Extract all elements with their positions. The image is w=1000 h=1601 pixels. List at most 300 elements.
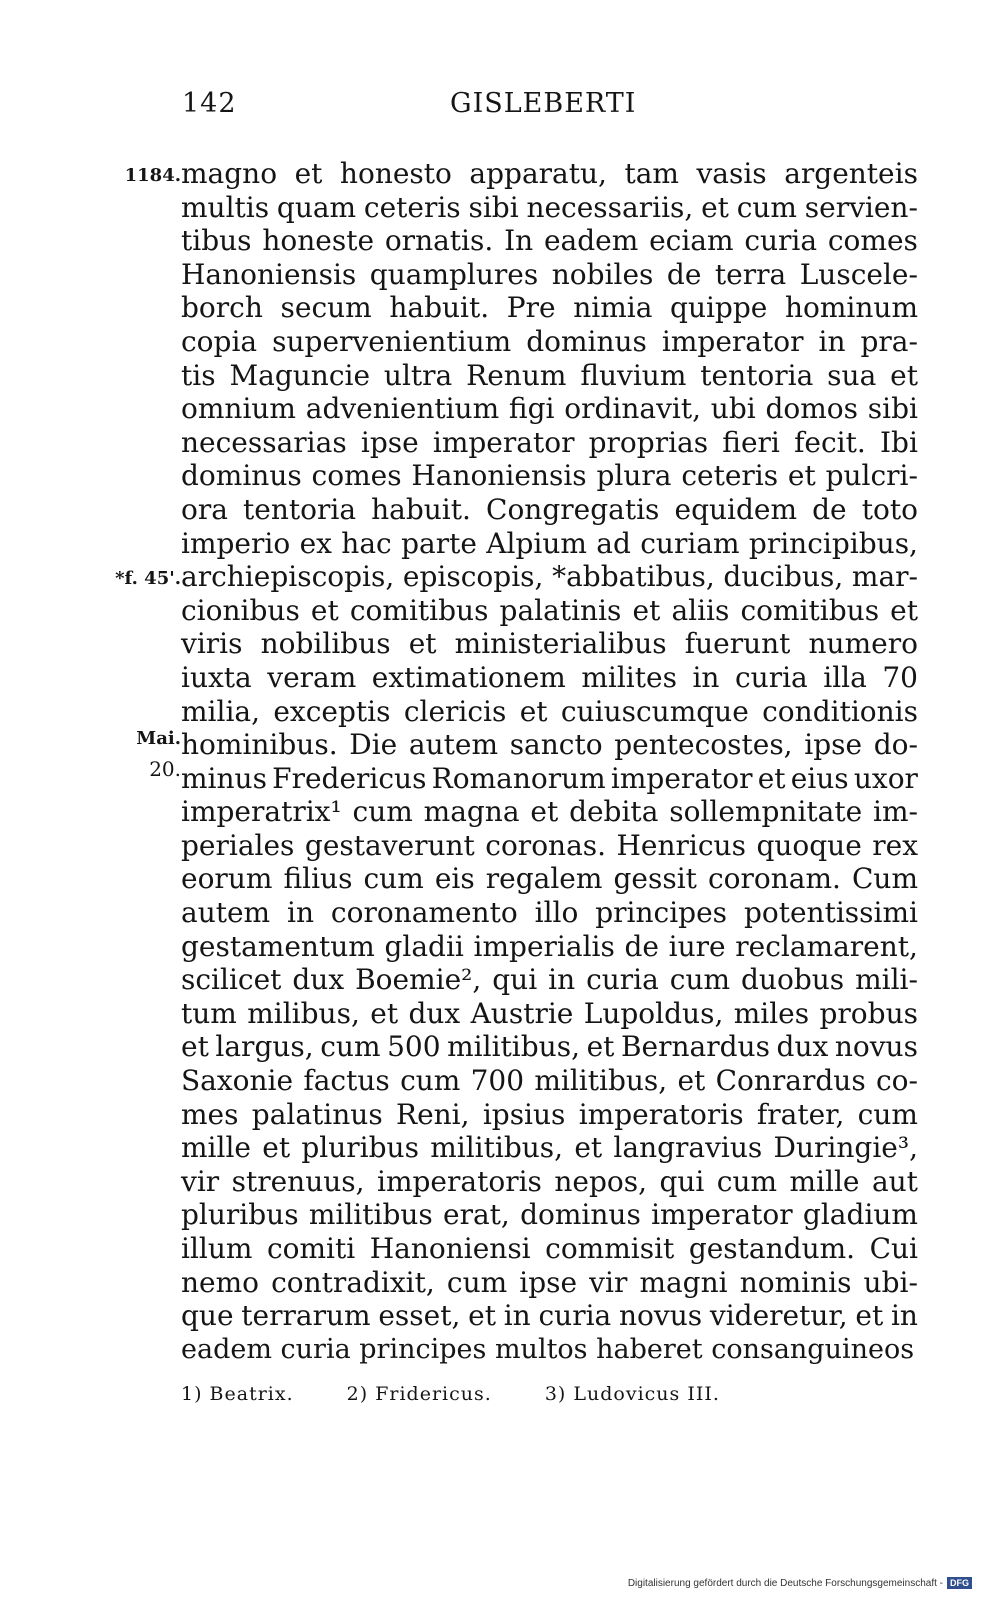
word: eciam — [649, 224, 734, 258]
word: nobiles — [551, 257, 654, 291]
word: secum — [280, 291, 372, 325]
word: Hanoniensis — [411, 459, 587, 493]
credit-text: Digitalisierung gefördert durch die Deutsche Forschungsgemeinschaft - — [627, 1577, 943, 1589]
text-line — [181, 1064, 918, 1098]
word: conditionis — [762, 694, 918, 728]
word: terra — [714, 257, 787, 291]
word: comes — [311, 459, 402, 493]
running-head: GISLEBERTI — [450, 88, 637, 119]
text-line — [181, 930, 918, 964]
word: extimationem — [371, 660, 566, 694]
word: numero — [808, 627, 918, 661]
text-line — [181, 1232, 918, 1266]
word: et — [181, 1030, 209, 1064]
word: in — [548, 963, 576, 997]
word: Pre — [506, 291, 556, 325]
word: dominus — [181, 459, 302, 493]
word: eadem — [181, 1333, 281, 1365]
text-line — [181, 1030, 918, 1064]
word: pentecostes, — [614, 728, 793, 762]
text-line — [181, 459, 918, 493]
word: imperatoris — [578, 1097, 744, 1131]
text-line — [181, 1333, 918, 1367]
word: aut — [871, 1164, 918, 1198]
word: ubi- — [863, 1265, 918, 1299]
word: necessariis, — [526, 190, 694, 224]
word: hominibus. — [181, 728, 338, 762]
word: et — [574, 1131, 603, 1165]
word: terrarum — [241, 1299, 371, 1333]
word: gladium — [802, 1198, 918, 1232]
word: et — [519, 694, 548, 728]
word: gestamentum — [181, 929, 375, 963]
word: borch — [181, 291, 263, 325]
word: tentoria — [243, 492, 357, 526]
word: tentoria — [700, 358, 814, 392]
word: hac — [341, 526, 392, 560]
word: miles — [733, 996, 810, 1030]
word: cum — [716, 1164, 778, 1198]
text-line — [181, 359, 918, 393]
word: curiam — [640, 526, 740, 560]
word: de — [666, 257, 702, 291]
word: et — [890, 358, 918, 392]
word: militibus — [308, 1198, 433, 1232]
word: et — [408, 627, 437, 661]
word: imperio — [181, 526, 291, 560]
digitization-credit — [628, 1577, 972, 1589]
word: cum — [352, 795, 413, 829]
word: Cui — [869, 1232, 918, 1265]
text-line — [181, 896, 918, 930]
text-line — [181, 157, 918, 191]
word: Bernardus — [620, 1030, 770, 1064]
word: imperator — [661, 324, 804, 358]
margin-year: 1184. — [124, 165, 181, 186]
word: in — [890, 1299, 918, 1333]
text-line — [181, 1198, 918, 1232]
word: Austrie — [470, 996, 574, 1030]
word: Duringie³, — [773, 1131, 918, 1165]
word: fluvium — [580, 358, 687, 392]
word: habuit. — [371, 492, 471, 526]
word: exceptis — [273, 694, 391, 728]
word: illum — [181, 1232, 253, 1265]
word: iuxta — [181, 660, 252, 694]
word: commisit — [545, 1232, 675, 1265]
word: gessit — [613, 862, 697, 896]
text-line — [181, 426, 918, 460]
word: ora — [181, 492, 228, 526]
word: gladii — [384, 929, 464, 963]
word: gestandum. — [688, 1232, 856, 1265]
word: et — [890, 593, 918, 627]
margin-folio: *f. 45'. — [115, 568, 181, 589]
word: mille — [181, 1131, 251, 1165]
word: dux — [292, 963, 345, 997]
word: multis — [181, 190, 270, 224]
text-line — [181, 258, 918, 292]
word: in — [503, 1299, 531, 1333]
word: autem — [181, 896, 271, 930]
word: Romanorum — [431, 761, 606, 795]
text-line — [181, 191, 918, 225]
word: contradixit, — [271, 1265, 435, 1299]
word: parte — [401, 526, 477, 560]
word: militibus, — [534, 1064, 668, 1098]
text-line — [181, 661, 918, 695]
word: pluribus — [181, 1198, 299, 1232]
word: Henricus — [616, 828, 746, 862]
word: ducibus, — [723, 560, 844, 594]
footnote-3: 3) Ludovicus III. — [544, 1383, 720, 1405]
word: coronas. — [485, 828, 607, 862]
word: ex — [299, 526, 332, 560]
word: cum — [736, 190, 797, 224]
word: frater, — [756, 1097, 845, 1131]
word: fuerunt — [684, 627, 791, 661]
word: et — [677, 1064, 706, 1098]
word: cuiuscumque — [560, 694, 749, 728]
word: Saxonie — [181, 1064, 294, 1098]
word: reclamarent, — [735, 929, 918, 963]
word: et — [262, 1131, 291, 1165]
word: ubi — [710, 392, 756, 426]
word: milia, — [181, 694, 261, 728]
word: esset, — [378, 1299, 461, 1333]
word: filius — [283, 862, 353, 896]
word: comiti — [266, 1232, 356, 1265]
word: autem — [408, 728, 499, 762]
text-line — [181, 392, 918, 426]
word: vir — [589, 1265, 628, 1299]
word: potentissimi — [743, 896, 918, 930]
word: magno — [181, 157, 278, 190]
word: Maguncie — [229, 358, 371, 392]
word: principibus, — [748, 526, 918, 560]
word: coronamento — [330, 896, 518, 930]
word: de — [812, 492, 847, 526]
word: curia — [586, 963, 659, 997]
word: clericis — [403, 694, 507, 728]
word: nimia — [573, 291, 653, 325]
dfg-logo: DFG — [947, 1577, 972, 1589]
word: nemo — [181, 1265, 260, 1299]
text-line — [181, 1131, 918, 1165]
word: Ibi — [879, 425, 918, 459]
word: militibus, — [430, 1131, 564, 1165]
word: magna — [423, 795, 520, 829]
word: ipse — [360, 425, 419, 459]
word: qui — [659, 1164, 705, 1198]
word: gestaverunt — [304, 828, 475, 862]
word: illa — [823, 660, 867, 694]
word: cionibus — [181, 593, 300, 627]
word: mes — [181, 1097, 239, 1131]
footnotes — [181, 1383, 766, 1405]
word: veram — [267, 660, 357, 694]
word: cum — [446, 1265, 508, 1299]
word: sua — [827, 358, 877, 392]
word: ad — [596, 526, 631, 560]
word: honesto — [339, 157, 452, 190]
word: debita — [569, 795, 659, 829]
word: pluribus — [301, 1131, 419, 1165]
word: ordinavit, — [564, 392, 702, 426]
word: et — [468, 1299, 496, 1333]
word: quam — [276, 190, 357, 224]
word: dominus — [526, 324, 647, 358]
word: palatinus — [251, 1097, 383, 1131]
word: figi — [508, 392, 555, 426]
word: et — [294, 157, 323, 190]
word: ceteris — [363, 190, 461, 224]
word: imperator — [610, 761, 753, 795]
word: argenteis — [784, 157, 918, 190]
text-line — [181, 1165, 918, 1199]
text-line — [181, 224, 918, 258]
word: cum — [857, 1097, 918, 1131]
word: quamplures — [369, 257, 539, 291]
word: Fredericus — [272, 761, 427, 795]
word: periales — [181, 828, 295, 862]
word: mille — [789, 1164, 860, 1198]
word: curia — [538, 1299, 612, 1333]
word: Boemie², — [355, 963, 482, 997]
word: co- — [875, 1064, 918, 1098]
word: ornatis. — [384, 224, 494, 258]
word: nominis — [739, 1265, 852, 1299]
word: archiepiscopis, — [181, 560, 395, 594]
word: imperialis — [473, 929, 615, 963]
word: qui — [492, 963, 538, 997]
margin-date-month: Mai. — [136, 728, 181, 749]
word: eius — [790, 761, 849, 795]
word: Lupoldus, — [583, 996, 724, 1030]
word: et — [310, 593, 339, 627]
word: quoque — [756, 828, 862, 862]
footnote-2: 2) Fridericus. — [346, 1383, 492, 1405]
word: iure — [668, 929, 726, 963]
word: largus, — [215, 1030, 314, 1064]
word: Cum — [851, 862, 918, 896]
word: ipse — [519, 1265, 578, 1299]
word: novus — [619, 1299, 703, 1333]
word: in — [818, 324, 846, 358]
word: habuit. — [389, 291, 490, 325]
word: dux — [776, 1030, 829, 1064]
word: langravius — [613, 1131, 763, 1165]
footnote-1: 1) Beatrix. — [181, 1383, 294, 1405]
word: erat, — [443, 1198, 510, 1232]
word: et — [757, 761, 786, 795]
text-line — [181, 1098, 918, 1132]
word: rex — [872, 828, 918, 862]
word: advenientium — [305, 392, 500, 426]
word: dux — [408, 996, 461, 1030]
text-line — [181, 862, 918, 896]
word: honeste — [262, 224, 375, 258]
word: proprias — [588, 425, 709, 459]
word: que — [181, 1299, 234, 1333]
text-line — [181, 997, 918, 1031]
word: et — [787, 459, 816, 493]
word: Luscele- — [799, 257, 918, 291]
word: vasis — [696, 157, 767, 190]
word: eorum — [181, 862, 273, 896]
word: imperatoris — [377, 1164, 542, 1198]
word: omnium — [181, 392, 296, 426]
word: viris — [181, 627, 243, 661]
word: toto — [861, 492, 918, 526]
word: mar- — [851, 560, 918, 594]
word: probus — [819, 996, 918, 1030]
text-line — [181, 594, 918, 628]
word: 700 — [470, 1064, 525, 1098]
word: dominus — [520, 1198, 641, 1232]
word: de — [624, 929, 659, 963]
word: eadem — [543, 224, 639, 258]
page-number: 142 — [182, 88, 237, 119]
text-line — [181, 728, 918, 762]
word: et — [530, 795, 559, 829]
text-line — [181, 829, 918, 863]
word: multos — [494, 1333, 597, 1365]
word: Alpium — [486, 526, 587, 560]
word: im- — [873, 795, 918, 829]
word: quippe — [670, 291, 768, 325]
word: vir — [181, 1164, 220, 1198]
text-line — [181, 627, 918, 661]
word: imperator — [651, 1198, 793, 1232]
word: plura — [596, 459, 672, 493]
text-line — [181, 527, 918, 561]
word: eis — [434, 862, 475, 896]
word: cum — [320, 1030, 381, 1064]
word: scilicet — [181, 963, 282, 997]
word: regalem — [485, 862, 603, 896]
word: illo — [534, 896, 579, 930]
text-line — [181, 291, 918, 325]
text-line — [181, 325, 918, 359]
word: domos — [765, 392, 859, 426]
word: do- — [873, 728, 918, 762]
word: ceteris — [681, 459, 779, 493]
word: imperator — [432, 425, 575, 459]
word: fieri — [722, 425, 780, 459]
word: principes — [359, 1333, 495, 1365]
word: ultra — [383, 358, 453, 392]
word: cum — [669, 963, 731, 997]
word: et — [701, 190, 729, 224]
text-line — [181, 963, 918, 997]
word: tibus — [181, 224, 252, 258]
word: In — [504, 224, 534, 258]
word: et — [586, 1030, 615, 1064]
word: Hanoniensis — [181, 257, 357, 291]
word: magni — [639, 1265, 728, 1299]
word: et — [632, 593, 661, 627]
word: ministerialibus — [454, 627, 667, 661]
word: curia — [280, 1333, 360, 1365]
word: aliis — [671, 593, 730, 627]
word: ipse — [804, 728, 863, 762]
word: comitibus — [740, 593, 880, 627]
word: minus — [181, 761, 267, 795]
word: milites — [581, 660, 677, 694]
word: tis — [181, 358, 216, 392]
word: Renum — [466, 358, 567, 392]
word: principes — [595, 896, 728, 930]
word: factus — [303, 1064, 390, 1098]
word: Reni, — [395, 1097, 470, 1131]
text-line — [181, 762, 918, 796]
text-line — [181, 1299, 918, 1333]
word: Conrardus — [715, 1064, 866, 1098]
word: coronam. — [707, 862, 841, 896]
word: consanguineos — [711, 1333, 915, 1365]
word: fecit. — [794, 425, 866, 459]
body-text — [181, 157, 918, 1366]
word: comitibus — [349, 593, 489, 627]
text-line — [181, 695, 918, 729]
word: nobilibus — [260, 627, 391, 661]
word: et — [370, 996, 399, 1030]
text-line — [181, 493, 918, 527]
word: mili- — [855, 963, 918, 997]
word: cum — [400, 1064, 461, 1098]
word: palatinis — [499, 593, 622, 627]
word: et — [855, 1299, 884, 1333]
text-line — [181, 560, 918, 594]
word: tum — [181, 996, 237, 1030]
word: sibi — [468, 190, 519, 224]
word: videretur, — [709, 1299, 848, 1333]
word: 500 — [387, 1030, 441, 1064]
word: supervenientium — [272, 324, 512, 358]
word: copia — [181, 324, 258, 358]
word: pulcri- — [825, 459, 918, 493]
word: hominum — [784, 291, 918, 325]
margin-date-day: 20. — [149, 757, 181, 781]
word: militibus, — [447, 1030, 580, 1064]
word: *abbatibus, — [552, 560, 715, 594]
word: necessarias — [181, 425, 347, 459]
word: tam — [624, 157, 679, 190]
word: nepos, — [554, 1164, 647, 1198]
word: episcopis, — [402, 560, 544, 594]
text-line — [181, 1266, 918, 1300]
word: haberet — [596, 1333, 712, 1365]
word: duobus — [741, 963, 845, 997]
word: sibi — [867, 392, 918, 426]
word: cum — [363, 862, 424, 896]
word: in — [287, 896, 315, 930]
word: milibus, — [247, 996, 360, 1030]
word: curia — [734, 660, 808, 694]
word: Die — [349, 728, 398, 762]
word: strenuus, — [231, 1164, 365, 1198]
word: sancto — [509, 728, 603, 762]
word: equidem — [674, 492, 798, 526]
word: novus — [834, 1030, 918, 1064]
word: ipsius — [482, 1097, 566, 1131]
word: Hanoniensi — [369, 1232, 531, 1265]
word: servien- — [804, 190, 918, 224]
word: imperatrix¹ — [181, 795, 342, 829]
word: sollempnitate — [669, 795, 863, 829]
word: 70 — [882, 660, 918, 694]
